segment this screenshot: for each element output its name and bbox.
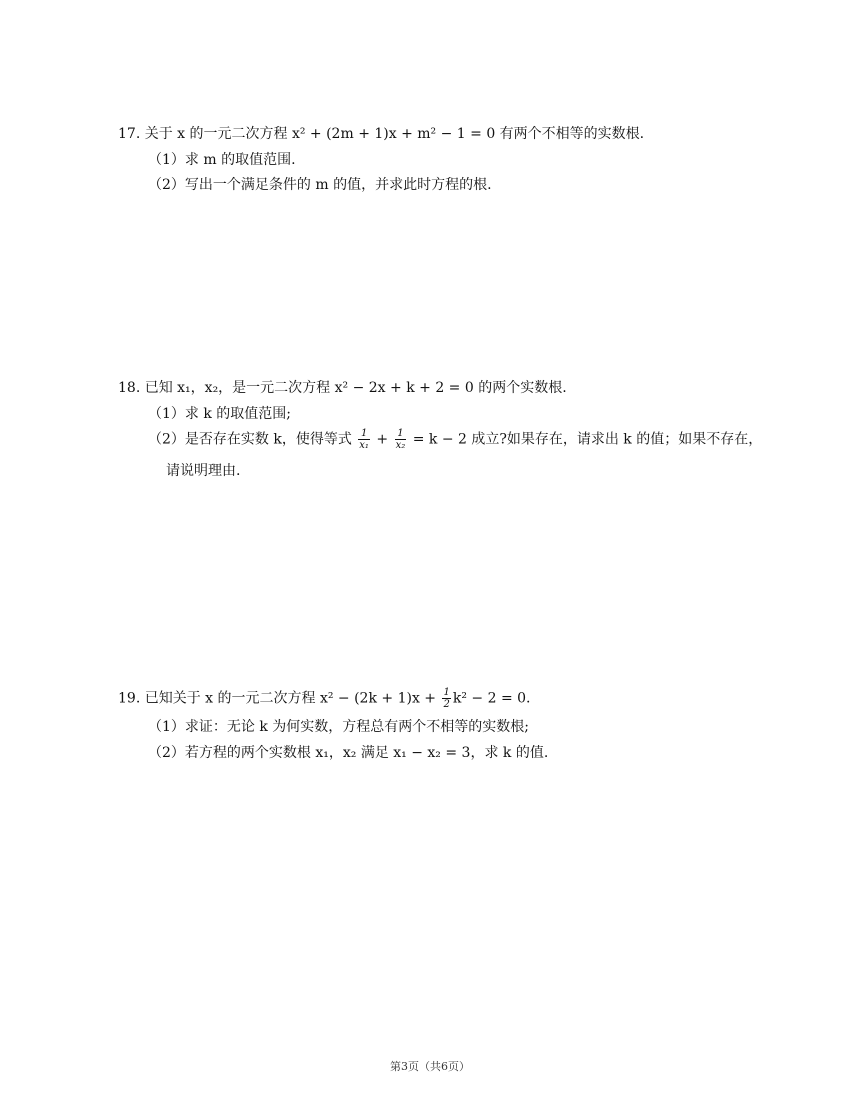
problem-18-part-2-text-post: = k − 2 成立?如果存在，请求出 k 的值；如果不存在，: [412, 431, 763, 448]
fraction-1-over-x2: [395, 428, 407, 451]
fraction-denominator: x₁: [359, 440, 369, 451]
fraction-denominator: x₂: [395, 440, 406, 451]
fraction-denominator: 2: [443, 699, 450, 710]
problem-17-part-2: （2）写出一个满足条件的 m 的值，并求此时方程的根.: [148, 177, 492, 193]
fraction-1-over-x1: [358, 428, 370, 451]
problem-17-stem: 17. 关于 x 的一元二次方程 x² + (2m + 1)x + m² − 1 = 0 有两个不相等的实数根.: [118, 126, 645, 142]
problem-19-part-2: （2）若方程的两个实数根 x₁，x₂ 满足 x₁ − x₂ = 3，求 k 的值.: [148, 745, 549, 761]
problem-17-part-1: （1）求 m 的取值范围.: [148, 152, 296, 168]
page-footer: 第3页（共6页）: [390, 1060, 470, 1073]
fraction-numerator: 1: [358, 428, 370, 440]
problem-18-stem: 18. 已知 x₁，x₂，是一元二次方程 x² − 2x + k + 2 = 0 的两个实数根.: [118, 380, 567, 396]
problem-19-stem-post: k² − 2 = 0.: [452, 690, 531, 707]
fraction-one-half: [442, 687, 450, 710]
fraction-numerator: 1: [395, 428, 407, 440]
problem-18-part-2: [148, 428, 762, 451]
plus-sign: +: [371, 431, 393, 448]
problem-18-part-2-text-pre: （2）是否存在实数 k，使得等式: [148, 431, 352, 448]
problem-18-part-1: （1）求 k 的取值范围;: [148, 406, 292, 422]
fraction-numerator: 1: [443, 687, 450, 698]
problem-19-stem-pre: 19. 已知关于 x 的一元二次方程 x² − (2k + 1)x +: [118, 690, 441, 707]
problem-19-part-1: （1）求证：无论 k 为何实数，方程总有两个不相等的实数根;: [148, 719, 530, 735]
problem-18-part-2-continued: 请说明理由.: [166, 463, 241, 479]
problem-19-stem: [118, 687, 530, 710]
